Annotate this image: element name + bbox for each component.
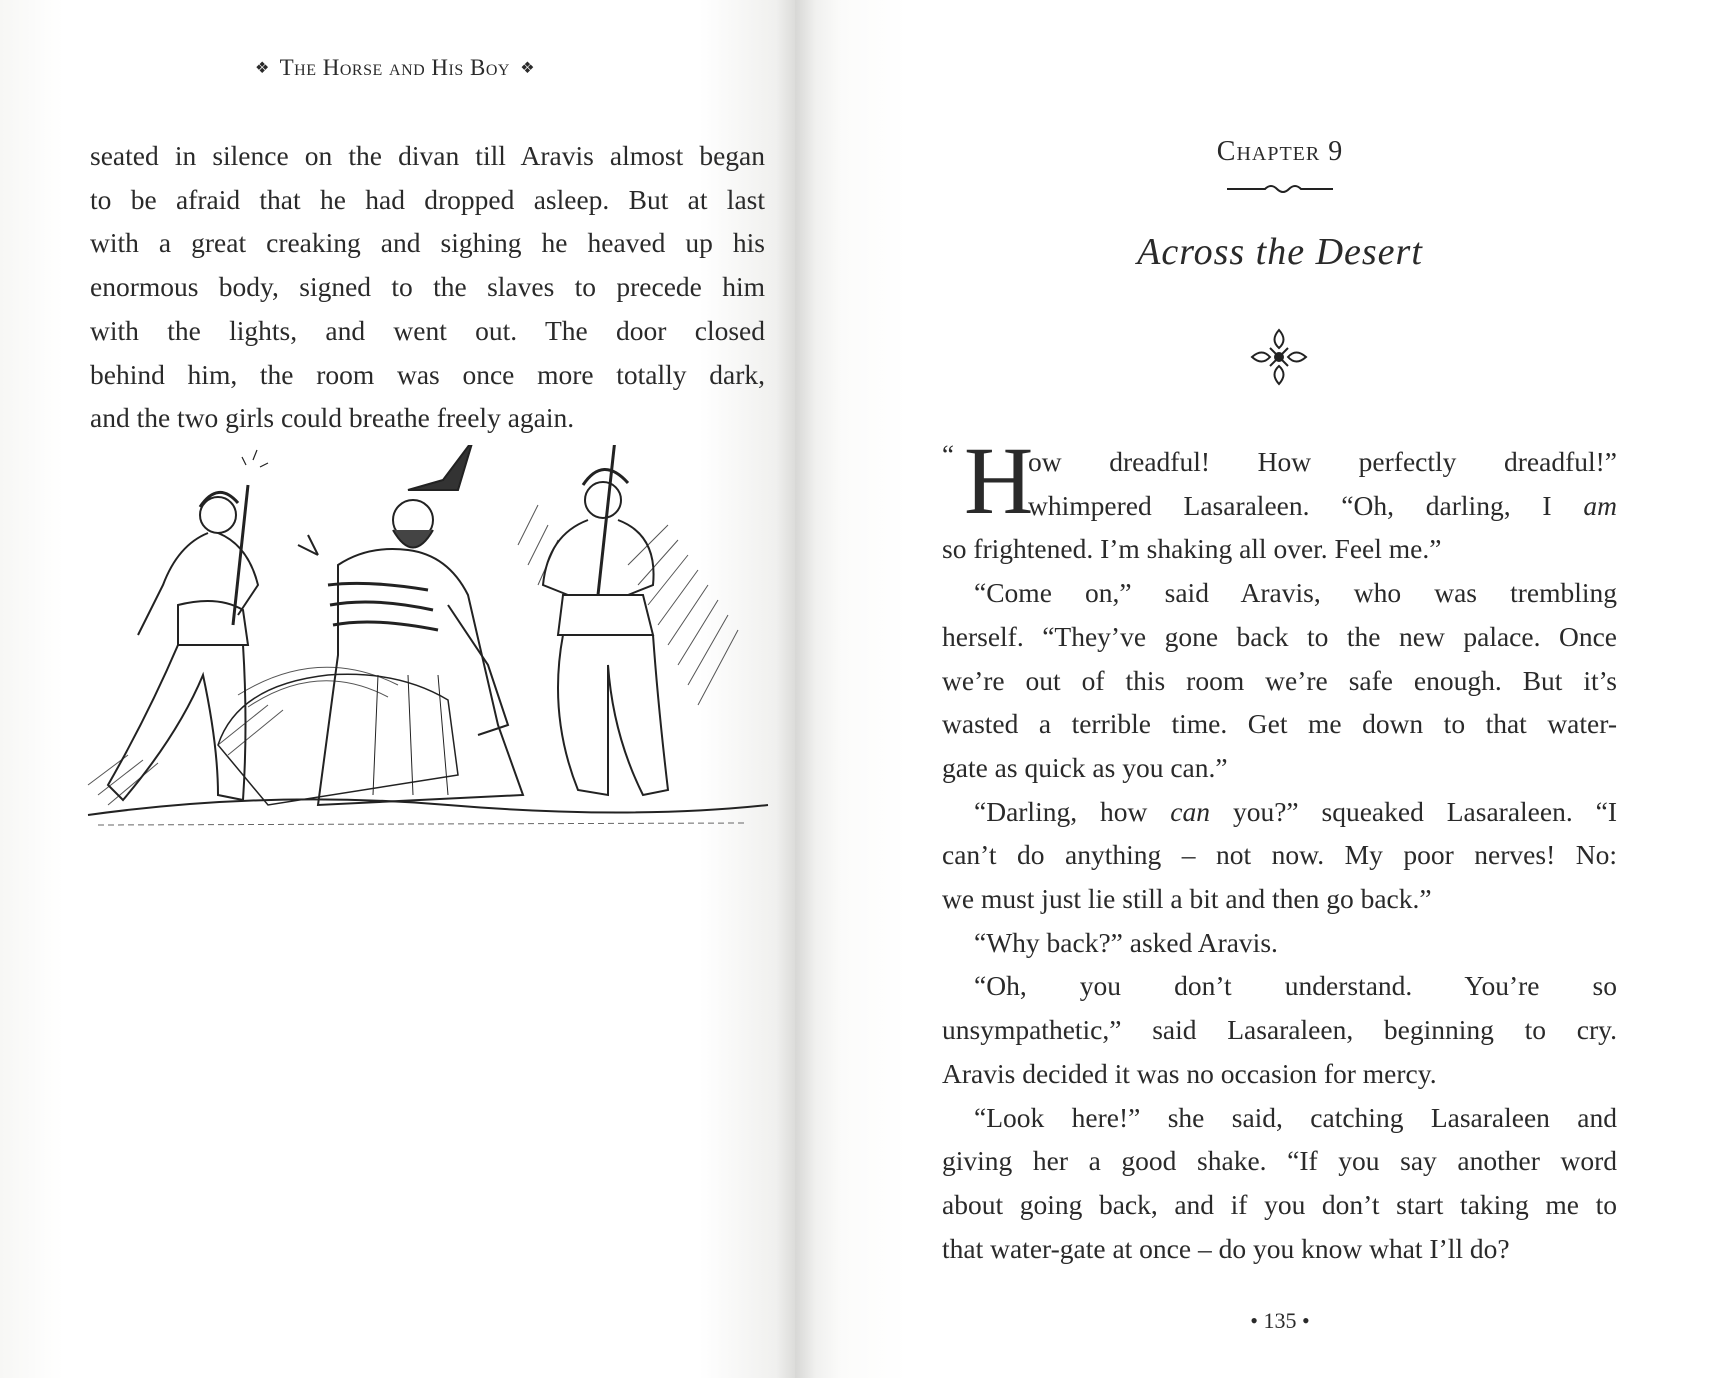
chapter-title: Across the Desert — [1137, 231, 1423, 273]
ornament-icon: ❖ — [254, 60, 270, 77]
text-line: “Why back?” asked Aravis. — [974, 926, 1278, 958]
left-body-text — [90, 134, 765, 440]
text-emphasis: can — [1170, 795, 1211, 827]
text-line: seated in silence on the divan till Aravis almost began — [90, 140, 765, 171]
running-head-title: The Horse and His Boy — [279, 55, 510, 80]
text-line: herself. “They’ve gone back to the new palace. Once — [942, 620, 1617, 652]
text-line — [942, 790, 1617, 834]
illustration-tisroc-with-slaves — [68, 445, 788, 925]
text-line: we must just lie still a bit and then go back.” — [942, 883, 1432, 915]
text-segment: ow dreadful! How perfectly dreadful!” — [1028, 446, 1617, 477]
text-line: about going back, and if you don’t start taking me to — [942, 1188, 1617, 1220]
text-line: unsympathetic,” said Lasaraleen, beginning to cry. — [942, 1014, 1617, 1046]
text-line: “Oh, you don’t understand. You’re so — [974, 970, 1617, 1002]
swash-ornament-icon — [1225, 180, 1335, 196]
text-line: “Come on,” said Aravis, who was trembling — [974, 577, 1617, 609]
text-line: can’t do anything – not now. My poor nerves! No: — [942, 839, 1617, 871]
ornament-icon: ❖ — [520, 60, 536, 77]
text-segment: whimpered Lasaraleen. “Oh, darling, I — [1028, 489, 1584, 521]
text-line: enormous body, signed to the slaves to precede him — [90, 271, 765, 303]
text-line — [942, 484, 1617, 528]
text-emphasis: am — [1583, 489, 1617, 521]
text-segment: you?” squeaked Lasaraleen. “I — [1210, 795, 1617, 827]
text-line: Aravis decided it was no occasion for mercy. — [942, 1057, 1437, 1089]
chapter-number: Chapter 9 — [1216, 136, 1344, 167]
text-line: wasted a terrible time. Get me down to that water- — [942, 708, 1617, 740]
dropcap-letter: H — [964, 427, 1034, 534]
text-segment: “Darling, how — [974, 795, 1171, 827]
text-line: we’re out of this room we’re safe enough. But it’s — [942, 664, 1617, 696]
dropcap-quote: “ — [942, 440, 954, 470]
text-line: with a great creaking and sighing he heaved up his — [90, 227, 765, 259]
text-line: behind him, the room was once more totally dark, — [90, 358, 765, 390]
text-line: that water-gate at once – do you know what I’ll do? — [942, 1232, 1510, 1264]
page-number: • 135 • — [1250, 1308, 1310, 1333]
text-line: with the lights, and went out. The door closed — [90, 314, 765, 346]
text-line: “Look here!” she said, catching Lasaraleen and — [974, 1101, 1617, 1133]
text-line: giving her a good shake. “If you say another word — [942, 1145, 1617, 1177]
text-line: and the two girls could breathe freely again. — [90, 402, 575, 434]
text-line: gate as quick as you can.” — [942, 751, 1228, 783]
text-line: so frightened. I’m shaking all over. Feel me.” — [942, 533, 1442, 565]
running-head — [180, 55, 610, 81]
right-body-text — [942, 427, 1617, 1270]
text-line: to be afraid that he had dropped asleep. But at last — [90, 183, 765, 215]
flourish-ornament-icon — [1248, 326, 1310, 388]
